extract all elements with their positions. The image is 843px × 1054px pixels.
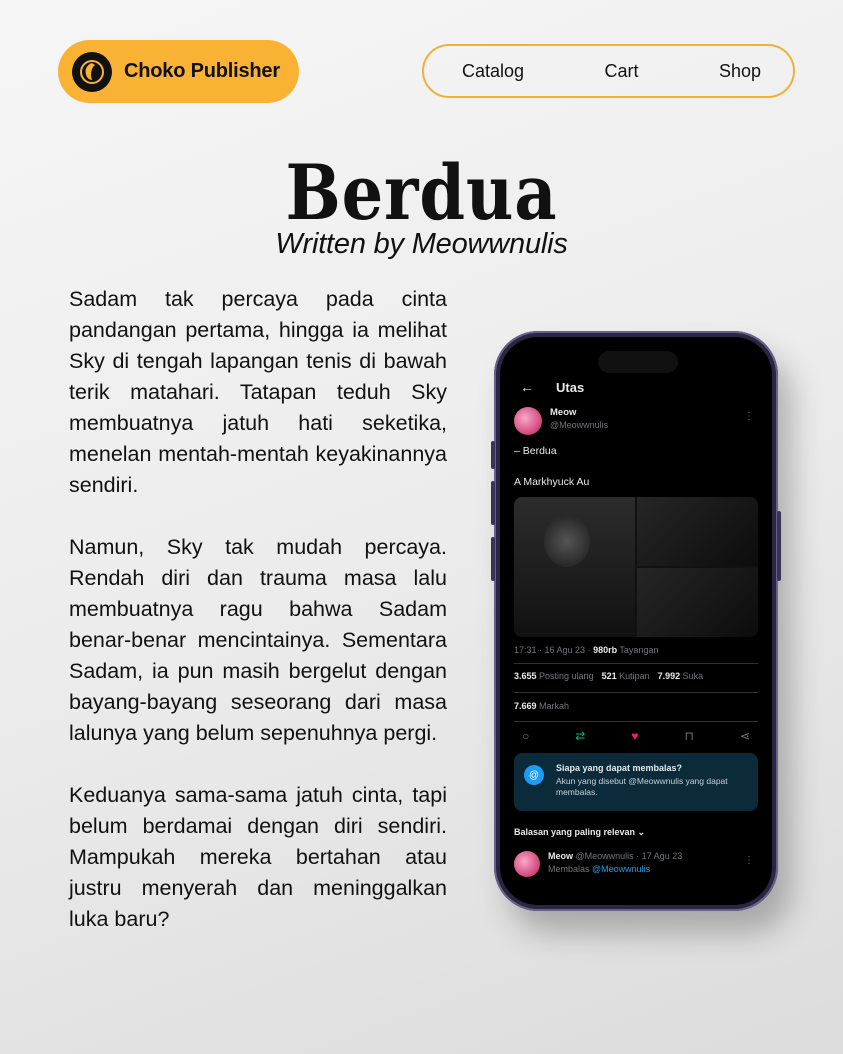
post-time: 17:31 · 16 Agu 23 · <box>514 645 594 655</box>
post-actions <box>522 729 750 743</box>
bookmarks-stat[interactable]: 7.669 Markah <box>514 701 570 711</box>
media-image <box>637 497 758 566</box>
brand-pill[interactable] <box>58 40 299 103</box>
card-title: Siapa yang dapat membalas? <box>556 763 683 773</box>
post-line: A Markhyuck Au <box>514 476 590 488</box>
quotes-stat[interactable]: 521 Kutipan <box>601 671 650 681</box>
post-line: – Berdua <box>514 445 557 457</box>
divider <box>514 692 758 693</box>
synopsis-paragraph: Keduanya sama-sama jatuh cinta, tapi belum berdamai dengan diri sendiri. Mampukah mereka bertahan atau justru menyerah dan meninggalkan luka baru? <box>69 783 447 931</box>
synopsis-paragraph: Sadam tak percaya pada cinta pandangan pertama, hingga ia melihat Sky di tengah lapangan tenis di bawah terik matahari. Tatapan teduh Sky membuatnya jatuh hati seketika, menelan mentah-mentah keyakinannya sendiri. <box>69 287 447 497</box>
more-icon[interactable]: ⋮ <box>744 855 754 866</box>
post-timestamp <box>514 645 658 655</box>
nav-catalog[interactable]: Catalog <box>462 60 525 81</box>
likes-stat[interactable]: 7.992 Suka <box>657 671 704 681</box>
reply-item[interactable] <box>514 851 758 877</box>
avatar[interactable] <box>514 851 540 877</box>
reply-author: Meow <box>548 851 574 861</box>
portrait-image <box>544 515 590 567</box>
dynamic-island <box>598 351 678 373</box>
phone-mockup <box>494 331 778 911</box>
post-author <box>514 407 758 435</box>
mention-link[interactable]: @Meowwnulis <box>592 864 651 874</box>
phone-screen <box>500 337 772 905</box>
book-byline: Written by Meowwnulis <box>275 228 568 260</box>
more-icon[interactable]: ⋮ <box>744 411 754 422</box>
back-arrow-icon[interactable]: ← <box>520 379 534 395</box>
reply-meta: @Meowwnulis · 17 Agu 23 <box>573 851 683 861</box>
divider <box>514 721 758 722</box>
thread-header <box>520 379 584 395</box>
share-icon[interactable]: ⋖ <box>739 729 750 743</box>
views-label: Tayangan <box>617 645 659 655</box>
post-stats <box>514 671 703 681</box>
reposts-stat[interactable]: 3.655 Posting ulang <box>514 671 594 681</box>
brand-name: Choko Publisher <box>124 60 280 82</box>
top-nav <box>422 44 795 98</box>
card-body: Akun yang disebut @Meowwnulis yang dapat membalas. <box>556 776 728 797</box>
reply-replying-to <box>548 864 682 874</box>
phone-power-button <box>777 511 781 581</box>
reply-icon[interactable]: ○ <box>522 729 530 743</box>
repost-icon[interactable]: ⇄ <box>575 729 586 743</box>
reply-header <box>548 851 682 861</box>
post-media[interactable] <box>514 497 758 637</box>
views-count: 980rb <box>593 645 618 655</box>
author-name: Meow <box>550 407 577 418</box>
divider <box>514 663 758 664</box>
like-icon[interactable]: ♥ <box>631 729 639 743</box>
media-image <box>514 497 635 637</box>
nav-cart[interactable]: Cart <box>604 60 639 81</box>
bookmark-icon[interactable]: ⊓ <box>684 729 694 743</box>
media-image <box>637 568 758 637</box>
synopsis <box>69 284 447 966</box>
phone-side-button <box>491 481 495 525</box>
replying-prefix: Membalas <box>548 864 593 874</box>
butterfly-logo-icon <box>72 52 112 92</box>
at-sign-icon: @ <box>524 765 544 785</box>
phone-side-button <box>491 537 495 581</box>
book-title: Berdua <box>285 148 558 237</box>
synopsis-paragraph: Namun, Sky tak mudah percaya. Rendah diri dan trauma masa lalu membuatnya ragu bahwa Sadam benar-benar mencintainya. Sementara Sadam, ia pun masih bergelut dengan bayang-bayang seseorang dari masa lalunya yang belum sepenuhnya pergi. <box>69 535 447 745</box>
phone-side-button <box>491 441 495 469</box>
media-stack <box>637 497 758 637</box>
avatar[interactable] <box>514 407 542 435</box>
author-handle: @Meowwnulis <box>550 420 609 430</box>
reply-restriction-card <box>514 753 758 811</box>
replies-sort-dropdown[interactable]: Balasan yang paling relevan ⌄ <box>514 827 646 837</box>
thread-header-title: Utas <box>556 379 585 395</box>
nav-shop[interactable]: Shop <box>718 60 761 81</box>
